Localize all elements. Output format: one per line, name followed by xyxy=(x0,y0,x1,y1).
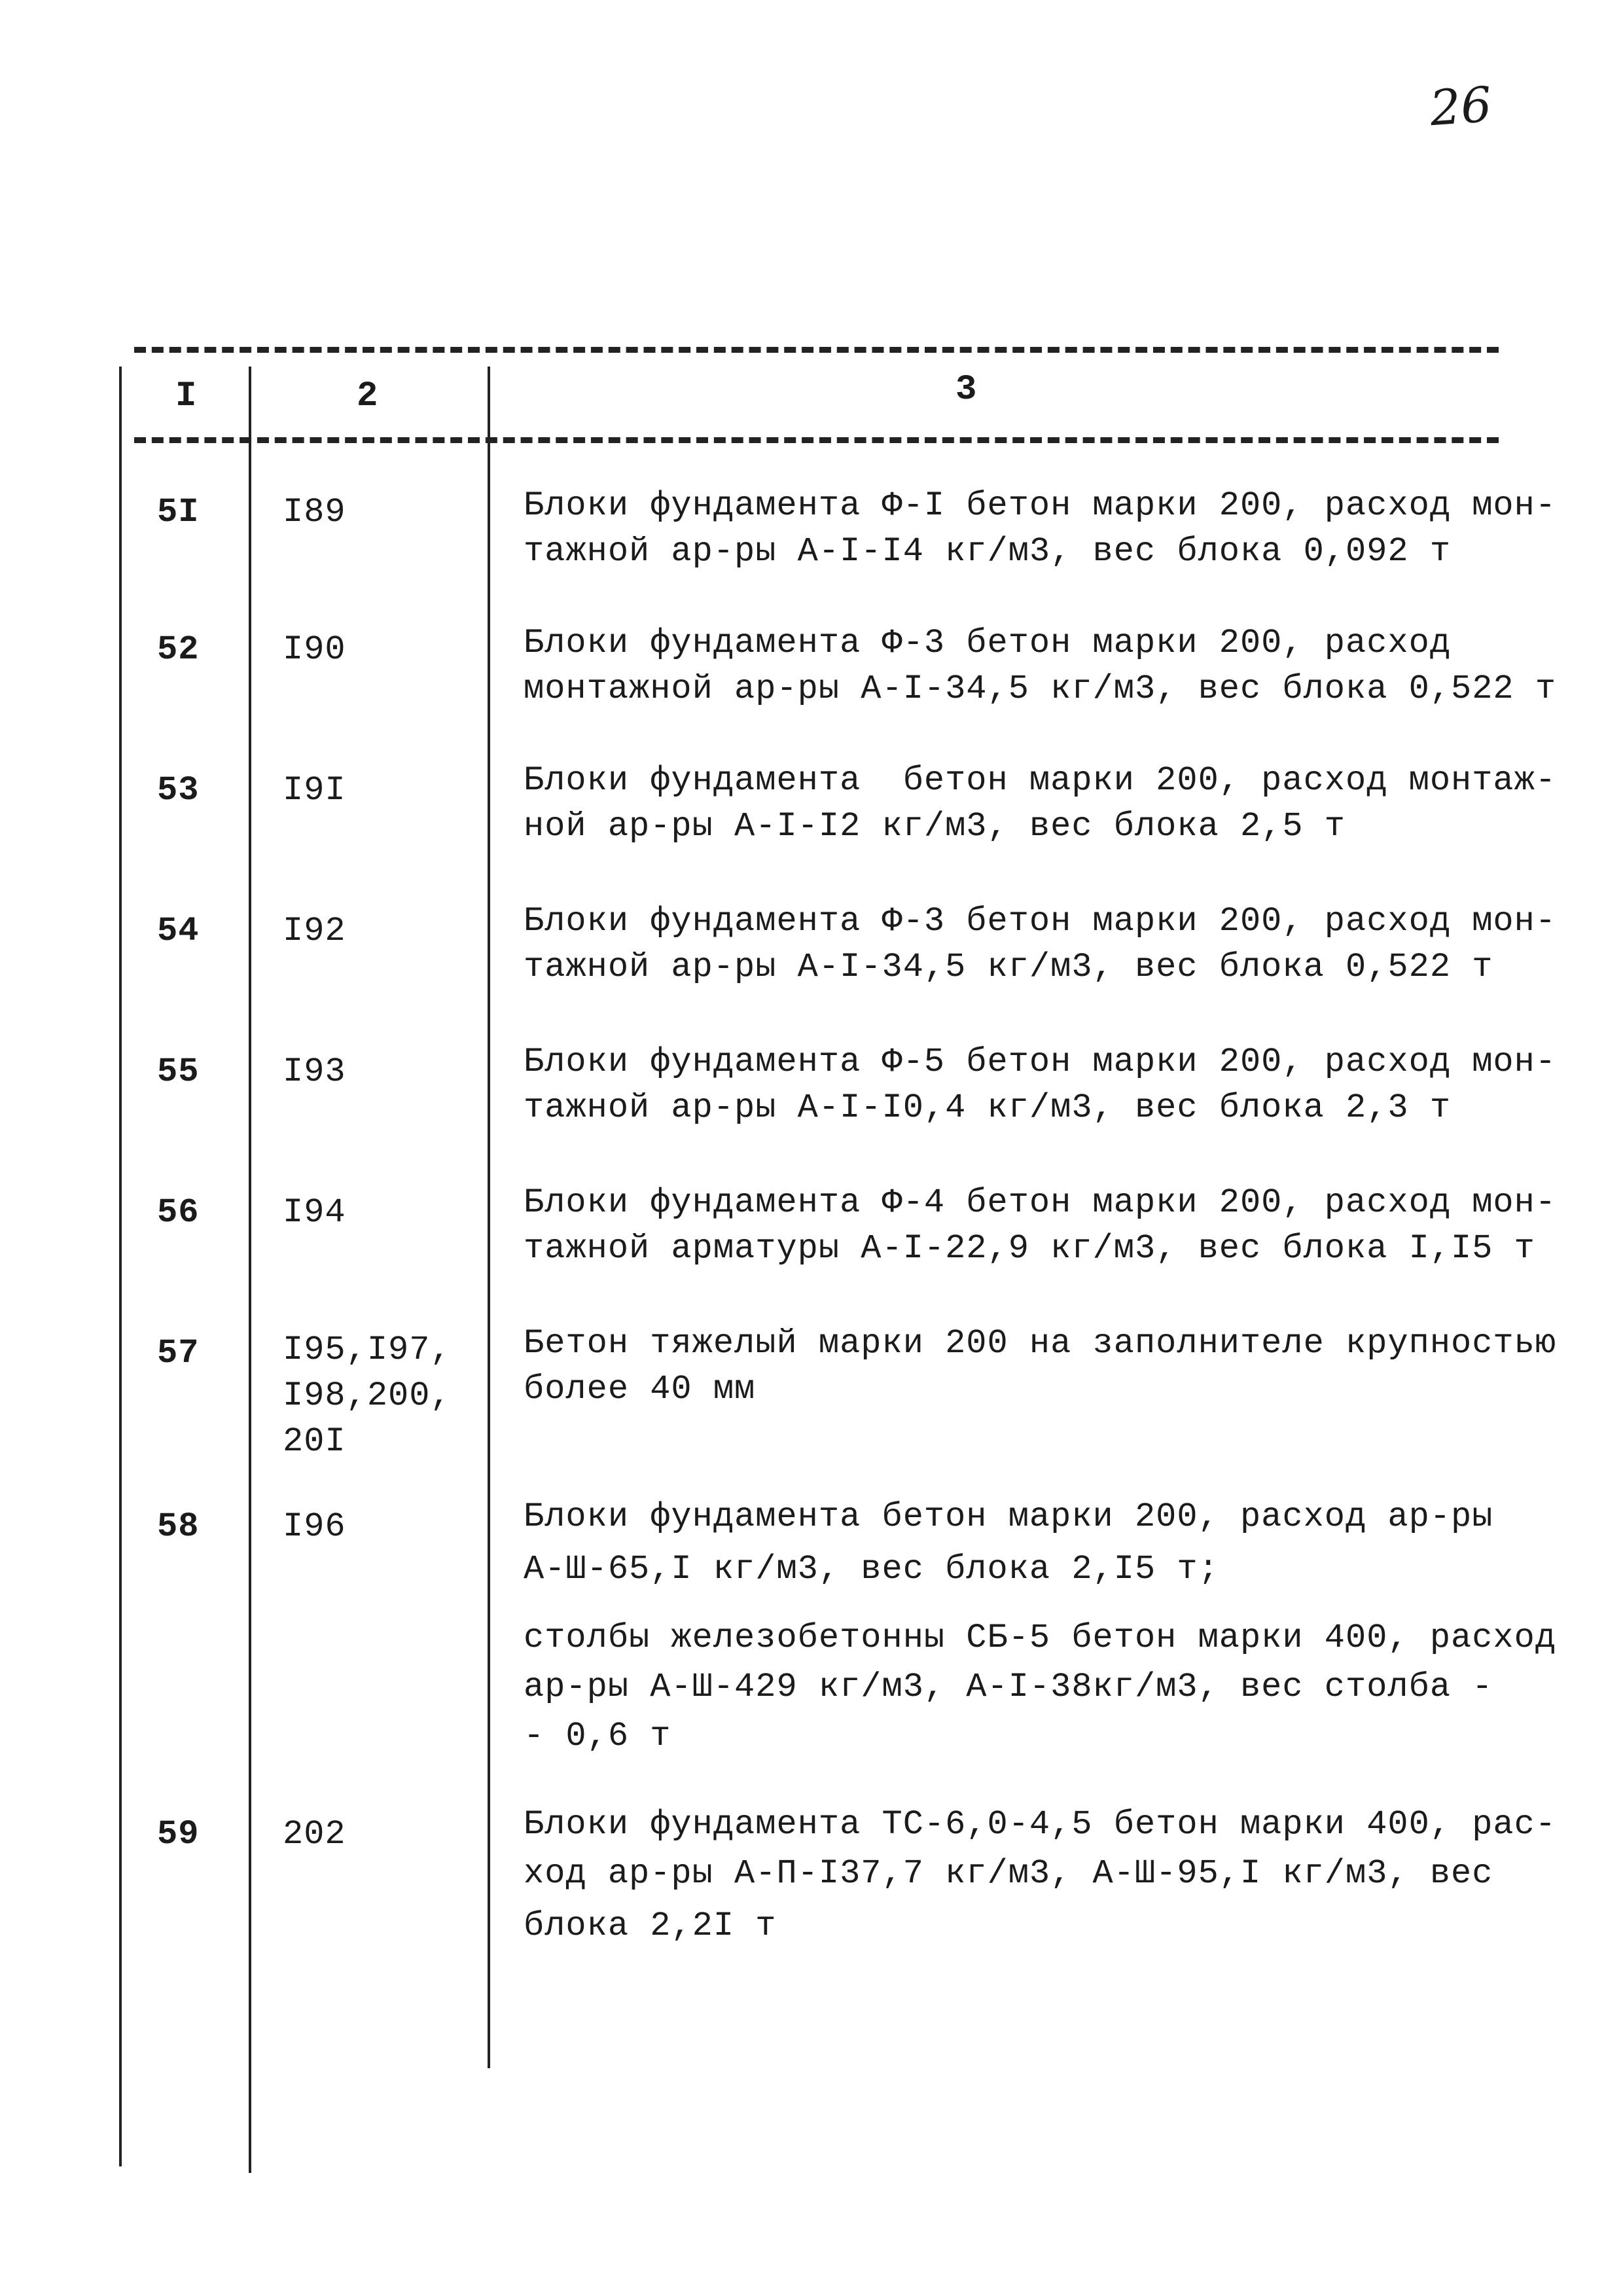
row-number: 57 xyxy=(157,1334,200,1372)
row-code-line: I94 xyxy=(283,1193,346,1232)
table-top-rule xyxy=(134,347,1499,353)
row-description-line: тажной арматуры А-I-22,9 кг/м3, вес блока I,I5 т xyxy=(524,1229,1535,1268)
row-number: 54 xyxy=(157,912,200,950)
row-description-line: Блоки фундамента ТС-6,0-4,5 бетон марки 400, рас- xyxy=(524,1805,1557,1844)
row-number: 58 xyxy=(157,1507,200,1546)
row-description-line: тажной ар-ры А-I-I4 кг/м3, вес блока 0,092 т xyxy=(524,532,1452,571)
row-description-line: тажной ар-ры А-I-34,5 кг/м3, вес блока 0,522 т xyxy=(524,948,1493,986)
row-number: 56 xyxy=(157,1193,200,1232)
column-header-1: I xyxy=(175,376,197,416)
header-bottom-rule xyxy=(134,437,1499,443)
column-rule-left xyxy=(119,367,122,2166)
row-description-line: Блоки фундамента Ф-4 бетон марки 200, расход мон- xyxy=(524,1183,1557,1222)
row-number: 5I xyxy=(157,493,200,531)
column-rule-1-2 xyxy=(249,367,251,2173)
row-number: 52 xyxy=(157,630,200,669)
row-description-line: - 0,6 т xyxy=(524,1717,671,1755)
row-description-line: тажной ар-ры А-I-I0,4 кг/м3, вес блока 2,3 т xyxy=(524,1088,1452,1127)
row-description-line: Блоки фундамента Ф-3 бетон марки 200, расход xyxy=(524,624,1452,662)
row-description-line: Блоки фундамента Ф-I бетон марки 200, расход мон- xyxy=(524,486,1557,525)
row-code-line: I98,200, xyxy=(283,1376,452,1415)
column-rule-2-3 xyxy=(488,367,490,2068)
row-code-line: I93 xyxy=(283,1052,346,1091)
row-code-line: I96 xyxy=(283,1507,346,1546)
row-description-line: столбы железобетонны СБ-5 бетон марки 400, расход xyxy=(524,1619,1557,1657)
row-number: 59 xyxy=(157,1815,200,1854)
row-code-line: 20I xyxy=(283,1422,346,1461)
row-number: 55 xyxy=(157,1052,200,1091)
row-code-line: 202 xyxy=(283,1815,346,1854)
page-number: 26 xyxy=(1428,76,1494,137)
row-code-line: I9I xyxy=(283,771,346,810)
row-description-line: Блоки фундамента Ф-3 бетон марки 200, расход мон- xyxy=(524,902,1557,941)
column-header-2: 2 xyxy=(357,376,378,416)
row-code-line: I90 xyxy=(283,630,346,669)
row-description-line: ной ар-ры А-I-I2 кг/м3, вес блока 2,5 т xyxy=(524,807,1346,846)
row-number: 53 xyxy=(157,771,200,810)
row-description-line: монтажной ар-ры А-I-34,5 кг/м3, вес блока 0,522 т xyxy=(524,670,1557,708)
row-description-line: ар-ры А-Ш-429 кг/м3, А-I-38кг/м3, вес столба - xyxy=(524,1668,1493,1706)
row-description-line: А-Ш-65,I кг/м3, вес блока 2,I5 т; xyxy=(524,1550,1219,1588)
row-description-line: более 40 мм xyxy=(524,1370,756,1408)
row-description-line: ход ар-ры А-П-I37,7 кг/м3, А-Ш-95,I кг/м3, вес xyxy=(524,1854,1493,1893)
row-code-line: I92 xyxy=(283,912,346,950)
row-description-line: Блоки фундамента бетон марки 200, расход ар-ры xyxy=(524,1498,1493,1536)
row-description-line: Блоки фундамента Ф-5 бетон марки 200, расход мон- xyxy=(524,1043,1557,1081)
row-code-line: I95,I97, xyxy=(283,1331,452,1369)
row-code-line: I89 xyxy=(283,493,346,531)
column-header-3: 3 xyxy=(955,370,977,410)
row-description-line: Блоки фундамента бетон марки 200, расход монтаж- xyxy=(524,761,1557,800)
row-description-line: Бетон тяжелый марки 200 на заполнителе крупностью xyxy=(524,1324,1557,1363)
row-description-line: блока 2,2I т xyxy=(524,1907,777,1945)
